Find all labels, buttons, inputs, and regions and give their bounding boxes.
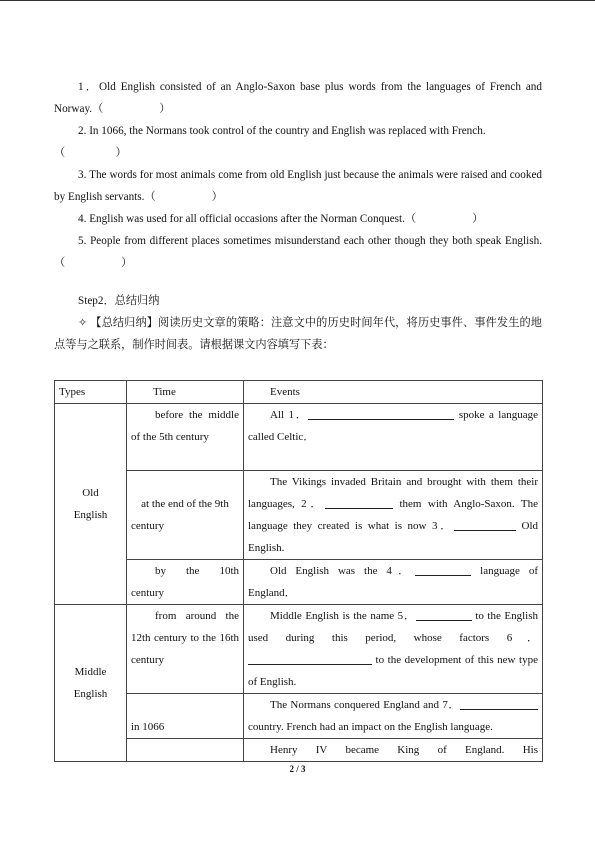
time-cell: from around the 12th century to the 16th century — [127, 605, 244, 694]
event-cell: Middle English is the name 5． to the English used during this period, whose factors 6． to the development of this new type of English. — [244, 605, 543, 694]
event-cell: All 1． spoke a language called Celtic． — [244, 404, 543, 471]
header-events: Events — [244, 381, 543, 404]
blank-3[interactable] — [454, 518, 516, 531]
blank-5[interactable] — [416, 608, 472, 621]
time-cell: at the end of the 9th century — [127, 471, 244, 560]
time-cell: in 1066 — [127, 694, 244, 739]
answer-paren[interactable]: （ ） — [92, 103, 171, 115]
question-5: 5. People from different places sometimes misunderstand each other though they both speak English.（ ） — [54, 235, 542, 269]
timeline-table — [54, 380, 543, 762]
type-old-english: Old English — [55, 404, 127, 605]
answer-paren[interactable]: （ ） — [404, 213, 484, 225]
time-cell — [127, 739, 244, 762]
blank-2[interactable] — [325, 496, 393, 509]
type-middle-english: Middle English — [55, 605, 127, 762]
blank-6[interactable] — [248, 652, 372, 665]
table-header-row — [55, 381, 543, 404]
page-number: 2 / 3 — [289, 764, 306, 774]
step2-heading: Step2．总结归纳 — [78, 295, 160, 307]
time-cell: before the middle of the 5th century — [127, 404, 244, 471]
question-3: 3. The words for most animals come from old English just because the animals were raised and cooked by English servants.（ ） — [54, 169, 542, 203]
table-row — [55, 560, 543, 605]
table-row — [55, 605, 543, 694]
event-cell: The Normans conquered England and 7． country. French had an impact on the English language. — [244, 694, 543, 739]
event-cell: The Vikings invaded Britain and brought with them their languages, 2． them with Anglo-Saxon. The language they created is what is now 3． Old English. — [244, 471, 543, 560]
table-row — [55, 471, 543, 560]
event-cell: Henry IV became King of England. His — [244, 739, 543, 762]
header-types: Types — [55, 381, 127, 404]
step2-summary: ✧ 【总结归纳】阅读历史文章的策略：注意文中的历史时间年代，将历史事件、事件发生的地点等与之联系，制作时间表。请根据课文内容填写下表： — [54, 317, 542, 351]
blank-1[interactable] — [308, 407, 454, 420]
blank-7[interactable] — [460, 697, 538, 710]
blank-4[interactable] — [415, 563, 471, 576]
worksheet-content — [54, 76, 542, 356]
answer-paren[interactable]: （ ） — [54, 147, 127, 159]
time-cell: by the 10th century — [127, 560, 244, 605]
table-row — [55, 694, 543, 739]
header-time: Time — [127, 381, 244, 404]
question-1: 1．Old English consisted of an Anglo-Saxon base plus words from the languages of French and Norway.（ ） — [54, 81, 542, 115]
question-4: 4. English was used for all official occasions after the Norman Conquest.（ ） — [78, 213, 484, 225]
answer-paren[interactable]: （ ） — [54, 257, 133, 269]
event-cell: Old English was the 4． language of England． — [244, 560, 543, 605]
question-2: 2. In 1066, the Normans took control of the country and English was replaced with French. （ ） — [54, 125, 486, 159]
table-row — [55, 404, 543, 471]
answer-paren[interactable]: （ ） — [144, 191, 223, 203]
table-row — [55, 739, 543, 762]
top-rule — [0, 0, 595, 1]
